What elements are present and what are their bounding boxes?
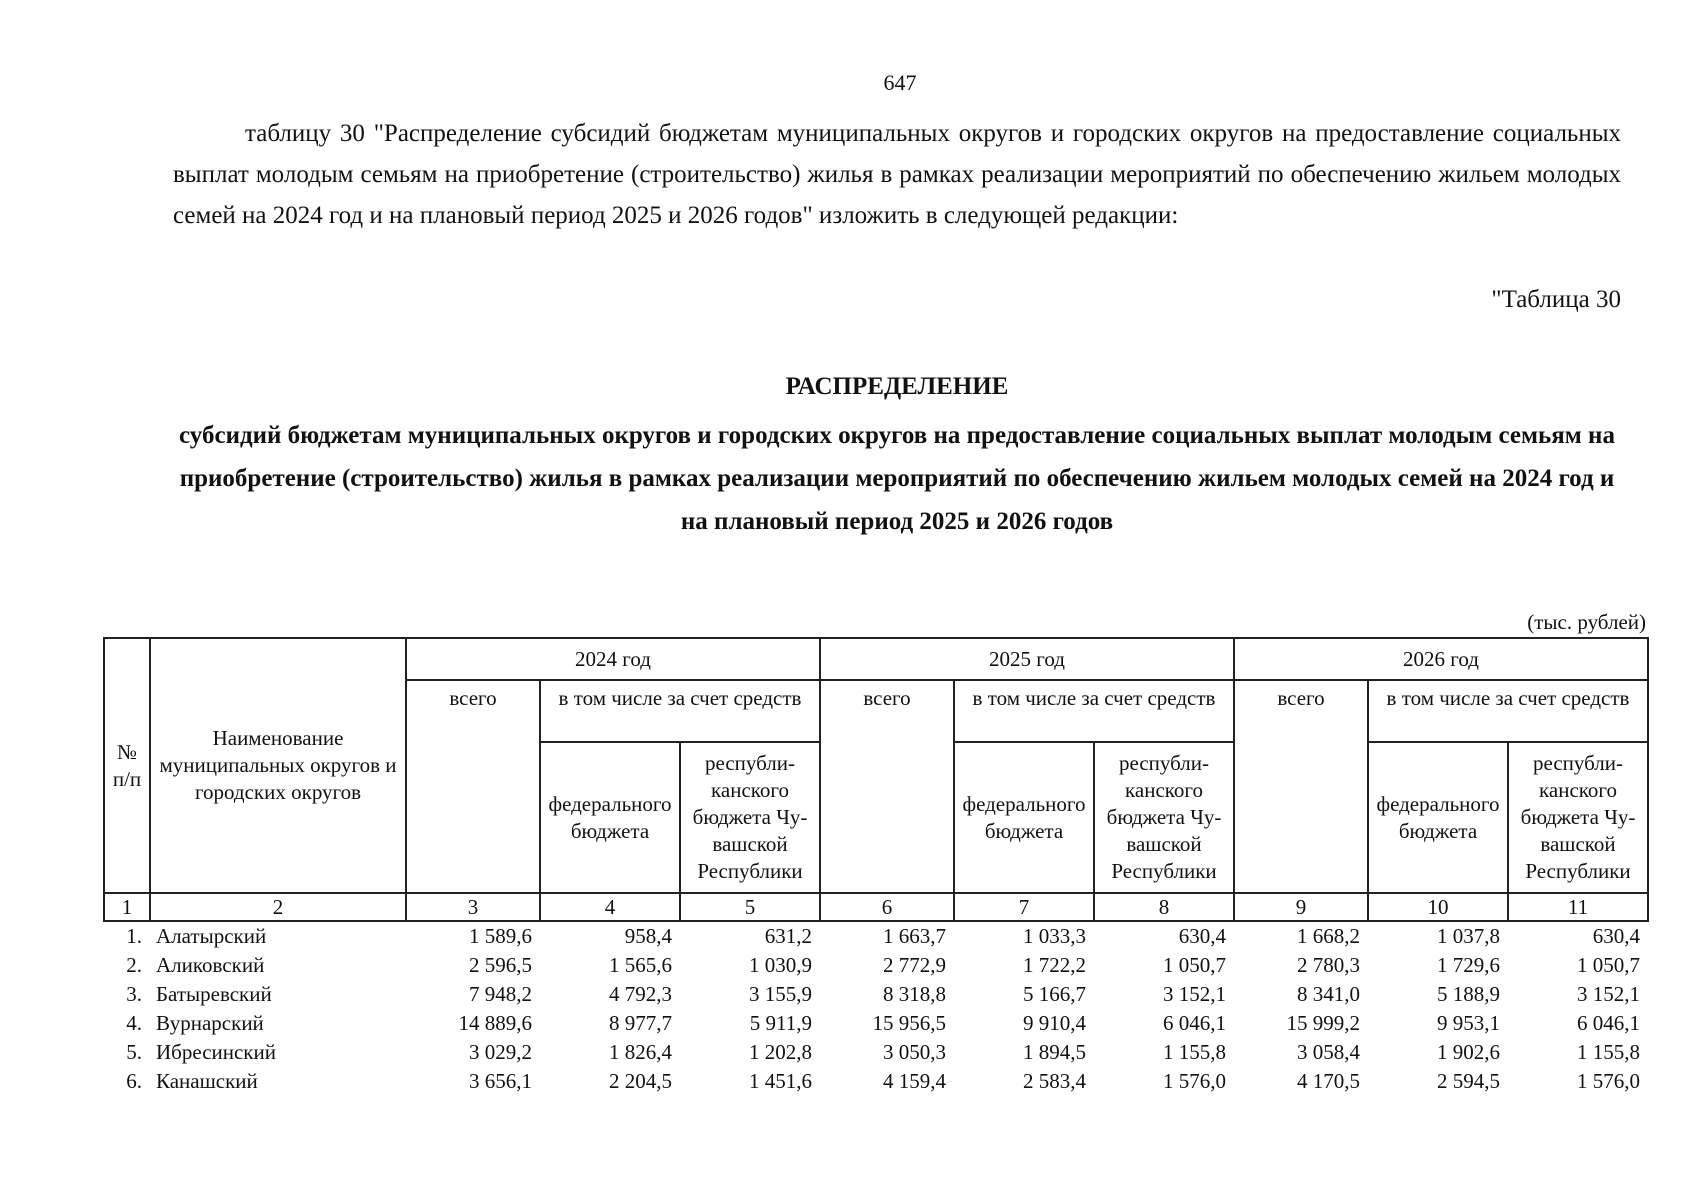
value-cell: 1 050,7	[1577, 953, 1640, 977]
value-cell: 1 202,8	[749, 1040, 812, 1064]
table-reference: "Таблица 30	[1491, 286, 1621, 313]
header-name: Наименование муниципальных округов и городских округов	[150, 638, 406, 893]
value-cell: 1 451,6	[749, 1069, 812, 1093]
value-cell: 1 155,8	[1577, 1040, 1640, 1064]
value-cell: 1 826,4	[609, 1040, 672, 1064]
column-number: 7	[954, 893, 1094, 921]
table-body	[104, 921, 1648, 1096]
table-row	[104, 951, 1648, 980]
row-number: 3.	[126, 982, 142, 1006]
column-number: 4	[540, 893, 680, 921]
page-number: 647	[883, 70, 917, 95]
table-header	[104, 638, 1648, 921]
value-cell: 8 341,0	[1297, 982, 1360, 1006]
value-cell: 2 204,5	[609, 1069, 672, 1093]
header-republic-2024: республиканского бюджета Чувашской Республики	[680, 742, 820, 893]
value-cell: 958,4	[624, 924, 672, 948]
value-cell: 1 033,3	[1023, 924, 1086, 948]
value-cell: 1 668,2	[1297, 924, 1360, 948]
value-cell: 7 948,2	[469, 982, 532, 1006]
value-cell: 15 956,5	[872, 1011, 946, 1035]
header-federal-2024: федерального бюджета	[540, 742, 680, 893]
column-number: 11	[1508, 893, 1648, 921]
column-number: 5	[680, 893, 820, 921]
value-cell: 3 656,1	[469, 1069, 532, 1093]
value-cell: 2 594,5	[1437, 1069, 1500, 1093]
header-total-2025: всего	[820, 680, 954, 893]
header-federal-2026: федерального бюджета	[1368, 742, 1508, 893]
value-cell: 1 030,9	[749, 953, 812, 977]
table-row	[104, 980, 1648, 1009]
district-name: Батыревский	[156, 982, 272, 1006]
header-federal-2025: федерального бюджета	[954, 742, 1094, 893]
row-number: 4.	[126, 1011, 142, 1035]
header-total-2024: всего	[406, 680, 540, 893]
value-cell: 8 318,8	[883, 982, 946, 1006]
value-cell: 631,2	[764, 924, 812, 948]
district-name: Канашский	[156, 1069, 258, 1093]
row-number: 5.	[126, 1040, 142, 1064]
value-cell: 1 565,6	[609, 953, 672, 977]
header-republic-2025: республиканского бюджета Чувашской Республики	[1094, 742, 1234, 893]
value-cell: 4 170,5	[1297, 1069, 1360, 1093]
value-cell: 1 576,0	[1577, 1069, 1640, 1093]
document-title: РАСПРЕДЕЛЕНИЕ	[785, 373, 1009, 400]
value-cell: 1 589,6	[469, 924, 532, 948]
value-cell: 1 663,7	[883, 924, 946, 948]
column-numbers-row	[104, 893, 1648, 921]
table-row	[104, 1038, 1648, 1067]
value-cell: 1 576,0	[1163, 1069, 1226, 1093]
header-num: № п/п	[104, 638, 150, 893]
value-cell: 6 046,1	[1163, 1011, 1226, 1035]
value-cell: 15 999,2	[1286, 1011, 1360, 1035]
value-cell: 2 583,4	[1023, 1069, 1086, 1093]
table-row	[104, 1067, 1648, 1096]
value-cell: 3 029,2	[469, 1040, 532, 1064]
value-cell: 1 037,8	[1437, 924, 1500, 948]
column-number: 3	[406, 893, 540, 921]
value-cell: 9 910,4	[1023, 1011, 1086, 1035]
subsidy-table	[103, 637, 1649, 1096]
header-including-2024: в том числе за счет средств	[540, 680, 820, 742]
value-cell: 2 596,5	[469, 953, 532, 977]
intro-paragraph: таблицу 30 "Распределение субсидий бюджетам муниципальных округов и городских округов на предоставление социальных выплат молодым семьям на приобретение (строительство) жилья в рамках реализации мероприятий по обеспечению жильем молодых семей на 2024 год и на плановый период 2025 и 2026 годов" изложить в следующей редакции:	[173, 120, 1621, 229]
value-cell: 1 729,6	[1437, 953, 1500, 977]
table-row	[104, 921, 1648, 951]
value-cell: 3 152,1	[1163, 982, 1226, 1006]
value-cell: 8 977,7	[609, 1011, 672, 1035]
value-cell: 3 155,9	[749, 982, 812, 1006]
document-subtitle: субсидий бюджетам муниципальных округов и городских округов на предоставление социальных выплат молодым семьям на приобретение (строительство) жилья в рамках реализации мероприятий по обеспечению жильем молодых семей на 2024 год и на плановый период 2025 и 2026 годов	[179, 422, 1615, 535]
row-number: 2.	[126, 953, 142, 977]
row-number: 6.	[126, 1069, 142, 1093]
district-name: Вурнарский	[156, 1011, 264, 1035]
district-name: Аликовский	[156, 953, 265, 977]
column-number: 2	[150, 893, 406, 921]
value-cell: 2 780,3	[1297, 953, 1360, 977]
district-name: Ибресинский	[156, 1040, 276, 1064]
column-number: 9	[1234, 893, 1368, 921]
value-cell: 5 911,9	[749, 1011, 812, 1035]
value-cell: 1 894,5	[1023, 1040, 1086, 1064]
units-label: (тыс. рублей)	[1527, 610, 1646, 634]
column-number: 8	[1094, 893, 1234, 921]
value-cell: 1 050,7	[1163, 953, 1226, 977]
column-number: 6	[820, 893, 954, 921]
header-including-2025: в том числе за счет средств	[954, 680, 1234, 742]
row-number: 1.	[126, 924, 142, 948]
header-year-2024: 2024 год	[406, 638, 820, 680]
value-cell: 3 058,4	[1297, 1040, 1360, 1064]
column-number: 10	[1368, 893, 1508, 921]
district-name: Алатырский	[156, 924, 267, 948]
header-year-2025: 2025 год	[820, 638, 1234, 680]
value-cell: 630,4	[1592, 924, 1640, 948]
value-cell: 5 166,7	[1023, 982, 1086, 1006]
column-number: 1	[104, 893, 150, 921]
value-cell: 2 772,9	[883, 953, 946, 977]
table-row	[104, 1009, 1648, 1038]
value-cell: 3 152,1	[1577, 982, 1640, 1006]
header-including-2026: в том числе за счет средств	[1368, 680, 1648, 742]
value-cell: 9 953,1	[1437, 1011, 1500, 1035]
header-year-2026: 2026 год	[1234, 638, 1648, 680]
value-cell: 6 046,1	[1577, 1011, 1640, 1035]
value-cell: 4 159,4	[883, 1069, 946, 1093]
value-cell: 5 188,9	[1437, 982, 1500, 1006]
header-total-2026: всего	[1234, 680, 1368, 893]
value-cell: 4 792,3	[609, 982, 672, 1006]
value-cell: 630,4	[1178, 924, 1226, 948]
value-cell: 3 050,3	[883, 1040, 946, 1064]
value-cell: 1 155,8	[1163, 1040, 1226, 1064]
value-cell: 14 889,6	[458, 1011, 532, 1035]
header-republic-2026: республиканского бюджета Чувашской Республики	[1508, 742, 1648, 893]
value-cell: 1 722,2	[1023, 953, 1086, 977]
value-cell: 1 902,6	[1437, 1040, 1500, 1064]
